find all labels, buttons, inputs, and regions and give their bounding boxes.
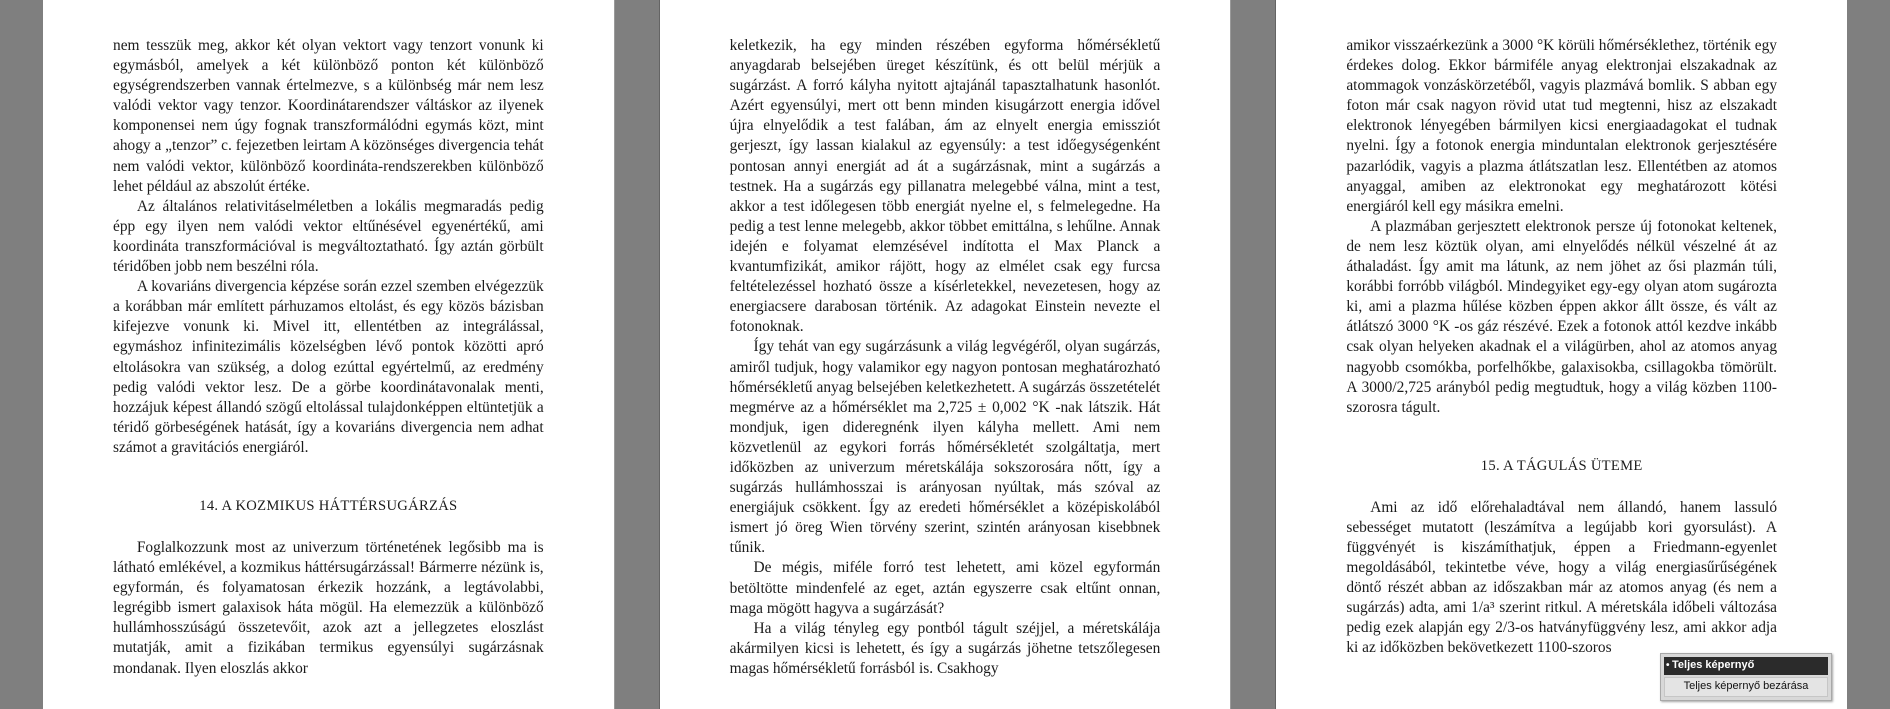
paragraph: Az általános relativitáselméletben a lokális megmaradás pedig épp egy ilyen nem valódi vektor eltűnésével egyenértékű, ami koordináta transzformációval is megváltoztatható. Így aztán görbült téridőben jobb nem beszélni róla. bbox=[113, 197, 544, 276]
section-heading: 14. A KOZMIKUS HÁTTÉRSUGÁRZÁS bbox=[199, 497, 458, 514]
paragraph: keletkezik, ha egy minden részében egyforma hőmérsékletű anyagdarab belsejében üreget készítünk, és ott belül mérjük a sugárzást. A forró kályha nyitott ajtajánál tapasztalhatunk hasonlót. Azért egyensúlyi, mert ott benn minden kisugárzott energia idővel újra elnyelődik a test falában, ám az elnyelt energia emissziót gerjeszt, így lassan kialakul az egyensúly: a test időegységenként pontosan annyi energiát ad át a sugárzásnak, mint a sugárzás a testnek. Ha a sugárzás egy pillanatra melegebbé válna, mint a test, akkor a test időlegesen több energiát nyelne el, s felmelegedne. Ha pedig a test lenne melegebb, akkor többet emittálna, s lehűlne. Annak idején e folyamat elemzésével indította el Max Planck a kvantumfizikát, amikor rájött, hogy az elmélet csak egy furcsa feltételezéssel hozható össze a kísérletekkel, nevezetesen, hogy az energiacsere darabosan történik. Az adagokat Einstein nevezte el fotonoknak. bbox=[729, 37, 1161, 336]
paragraph: Ami az idő előrehaladtával nem állandó, hanem lassuló sebességet mutatott (leszámítva a legújabb kori gyorsulást). A függvényét is kiszámíthatjuk, éppen a Friedmann-egyenlet megoldásából, tekintetbe véve, hogy a világ energiasűrűségének döntő részét abban az időszakban már az atomos anyag (és nem a sugárzás) adta, ami 1/a³ szerint ritkul. A méretskála időbeli változása pedig ezek alapján egy 2/3-os hatványfüggvény lesz, ami akkor adja ki az időközben bekövetkezett 1100-szoros bbox=[1346, 498, 1778, 657]
paragraph: De mégis, miféle forró test lehetett, ami közel egyformán betöltötte mindenfelé az eget, aztán egyszerre csak eltűnt onnan, maga mögött hagyva a sugárzását? bbox=[729, 559, 1161, 617]
paragraph: A kovariáns divergencia képzése során ezzel szemben elvégezzük a korábban már említett párhuzamos eltolást, és egy közös bázisban kifejezve vonunk ki. Mivel itt, ellentétben az integrálással, egymáshoz infinitezimális közelségben lévő pontok közötti apró eltolásokra van szükség, a dolog ezúttal egyértelmű, az eredmény pedig valódi vektor lesz. De a görbe koordinátavonalak menti, hozzájuk képest állandó szögű eltolással tulajdonképpen eltüntetjük a téridő görbeségének hatását, így a kovariáns divergencia nem adhat számot a gravitációs energiáról. bbox=[113, 278, 544, 456]
page-gutter-left bbox=[0, 0, 43, 709]
spacer bbox=[113, 458, 544, 496]
paragraph: Így tehát van egy sugárzásunk a világ legvégéről, olyan sugárzás, amiről tudjuk, hogy valamikor egy nagyon pontosan meghatározható hőmérsékletű anyag belsejében keletkezhetett. A sugárzás összetételét megmérve az a hőmérséklet ma 2,725 ± 0,002 °K -nak látszik. Hát mondjuk, igen dideregnénk ilyen kályha mellett. Ami nem közvetlenül az egykori forrás hőmérsékletét szolgáltatja, mert időközben az univerzum méretskálája sokszorosára nőtt, így a sugárzás hullámhosszai is arányosan nyúltak, más szóval az energiájuk csökkent. Így az eredeti hőmérséklet a középiskolából ismert jó öreg Wien törvény szerint, szintén arányosan kisebbnek tűnik. bbox=[729, 338, 1161, 557]
page-left-content bbox=[43, 0, 614, 709]
paragraph: Ha a világ tényleg egy pontból tágult széjjel, a méretskálája akármilyen kicsi is lehetett, és így a sugárzás jöhetne tetszőlegesen magas hőmérsékletű forrásból is. Csakhogy bbox=[729, 619, 1161, 677]
paragraph: nem tesszük meg, akkor két olyan vektort vagy tenzort vonunk ki egymásból, amelyek a két különböző ponton két különböző egységrendszerben vannak értelmezve, s a különbség már nem lesz valódi vektor vagy tenzor. Koordinátarendszer váltáskor az ilyenek komponensei nem úgy fognak transzformálódni egymás közt, mint ahogy a „tenzor” c. fejezetben leirtam A közönséges divergencia tehát nem valódi vektor, különböző koordináta-rendszerekben különböző lehet például az abszolút értéke. bbox=[113, 37, 544, 195]
page-middle-content bbox=[660, 0, 1231, 709]
page-middle[interactable] bbox=[660, 0, 1231, 709]
paragraph: A plazmában gerjesztett elektronok persze új fotonokat keltenek, de nem lesz köztük olyan, ami elnyelődés nélkül vészelné át az áthaladást. Így amit ma látunk, az nem jöhet az ősi plazmán túli, korábbi forróbb világból. Mindegyiket egy-egy olyan atom sugározta ki, ami a plazma hűlése közben éppen akkor állt össze, és vált az átlátszó 3000 °K -os gáz részévé. Ezek a fotonok attól kezdve inkább csak olyan helyeken akadnak el a világürben, ahol az atomos anyag nagyobb csomókba, porfelhőkbe, galaxisokba, csillagokba tömörült. A 3000/2,725 arányból pedig megtudtuk, hogy a világ közben 1100-szorosra tágult. bbox=[1346, 217, 1778, 416]
spacer bbox=[1346, 418, 1777, 456]
page-left[interactable] bbox=[43, 0, 614, 709]
section-heading: 15. A TÁGULÁS ÜTEME bbox=[1480, 457, 1643, 474]
spacer bbox=[113, 516, 544, 538]
page-gutter-right bbox=[1847, 0, 1890, 709]
page-gutter-1 bbox=[614, 0, 660, 709]
paragraph: amikor visszaérkezünk a 3000 °K körüli hőmérséklethez, történik egy érdekes dolog. Ekkor bármiféle anyag elektronjai elszakadnak az atommagok vonzáskörzetéből, vagyis plazmává bomlik. S abban egy foton már csak nagyon rövid utat tud megtenni, hisz az elszakadt elektronok lényegében bármilyen kicsi energiaadagokat el tudnak nyelni. Így a fotonok energia minduntalan elektronok gerjesztésére pazarlódik, vagyis a plazma átlátszatlan lesz. Ellentétben az atomos anyaggal, amiben az elektronokat egy meghatározott kötési energiáról kell egy másikra emelni. bbox=[1346, 37, 1778, 215]
page-gutter-2 bbox=[1230, 0, 1276, 709]
page-right[interactable] bbox=[1276, 0, 1847, 709]
fullscreen-menu-item-exit[interactable]: Teljes képernyő bezárása bbox=[1664, 677, 1828, 697]
page-right-content bbox=[1276, 0, 1847, 709]
fullscreen-toolbar[interactable] bbox=[1660, 653, 1832, 701]
spacer bbox=[1346, 476, 1777, 498]
paragraph: Foglalkozzunk most az univerzum történetének legősibb ma is látható emlékével, a kozmikus háttérsugárzással! Bármerre nézünk is, egyformán, és folyamatosan érkezik hozzánk, a legtávolabbi, legrégibb ismert galaxisok háta mögül. Ha elemezzük a különböző hullámhosszúságú összetevőit, azok azt a jellegzetes eloszlást mutatják, amit a fizikában termikus egyensúlyi sugárzásnak mondanak. Ilyen eloszlás akkor bbox=[113, 538, 544, 677]
fullscreen-menu-item-enter[interactable]: • Teljes képernyő bbox=[1664, 657, 1828, 675]
